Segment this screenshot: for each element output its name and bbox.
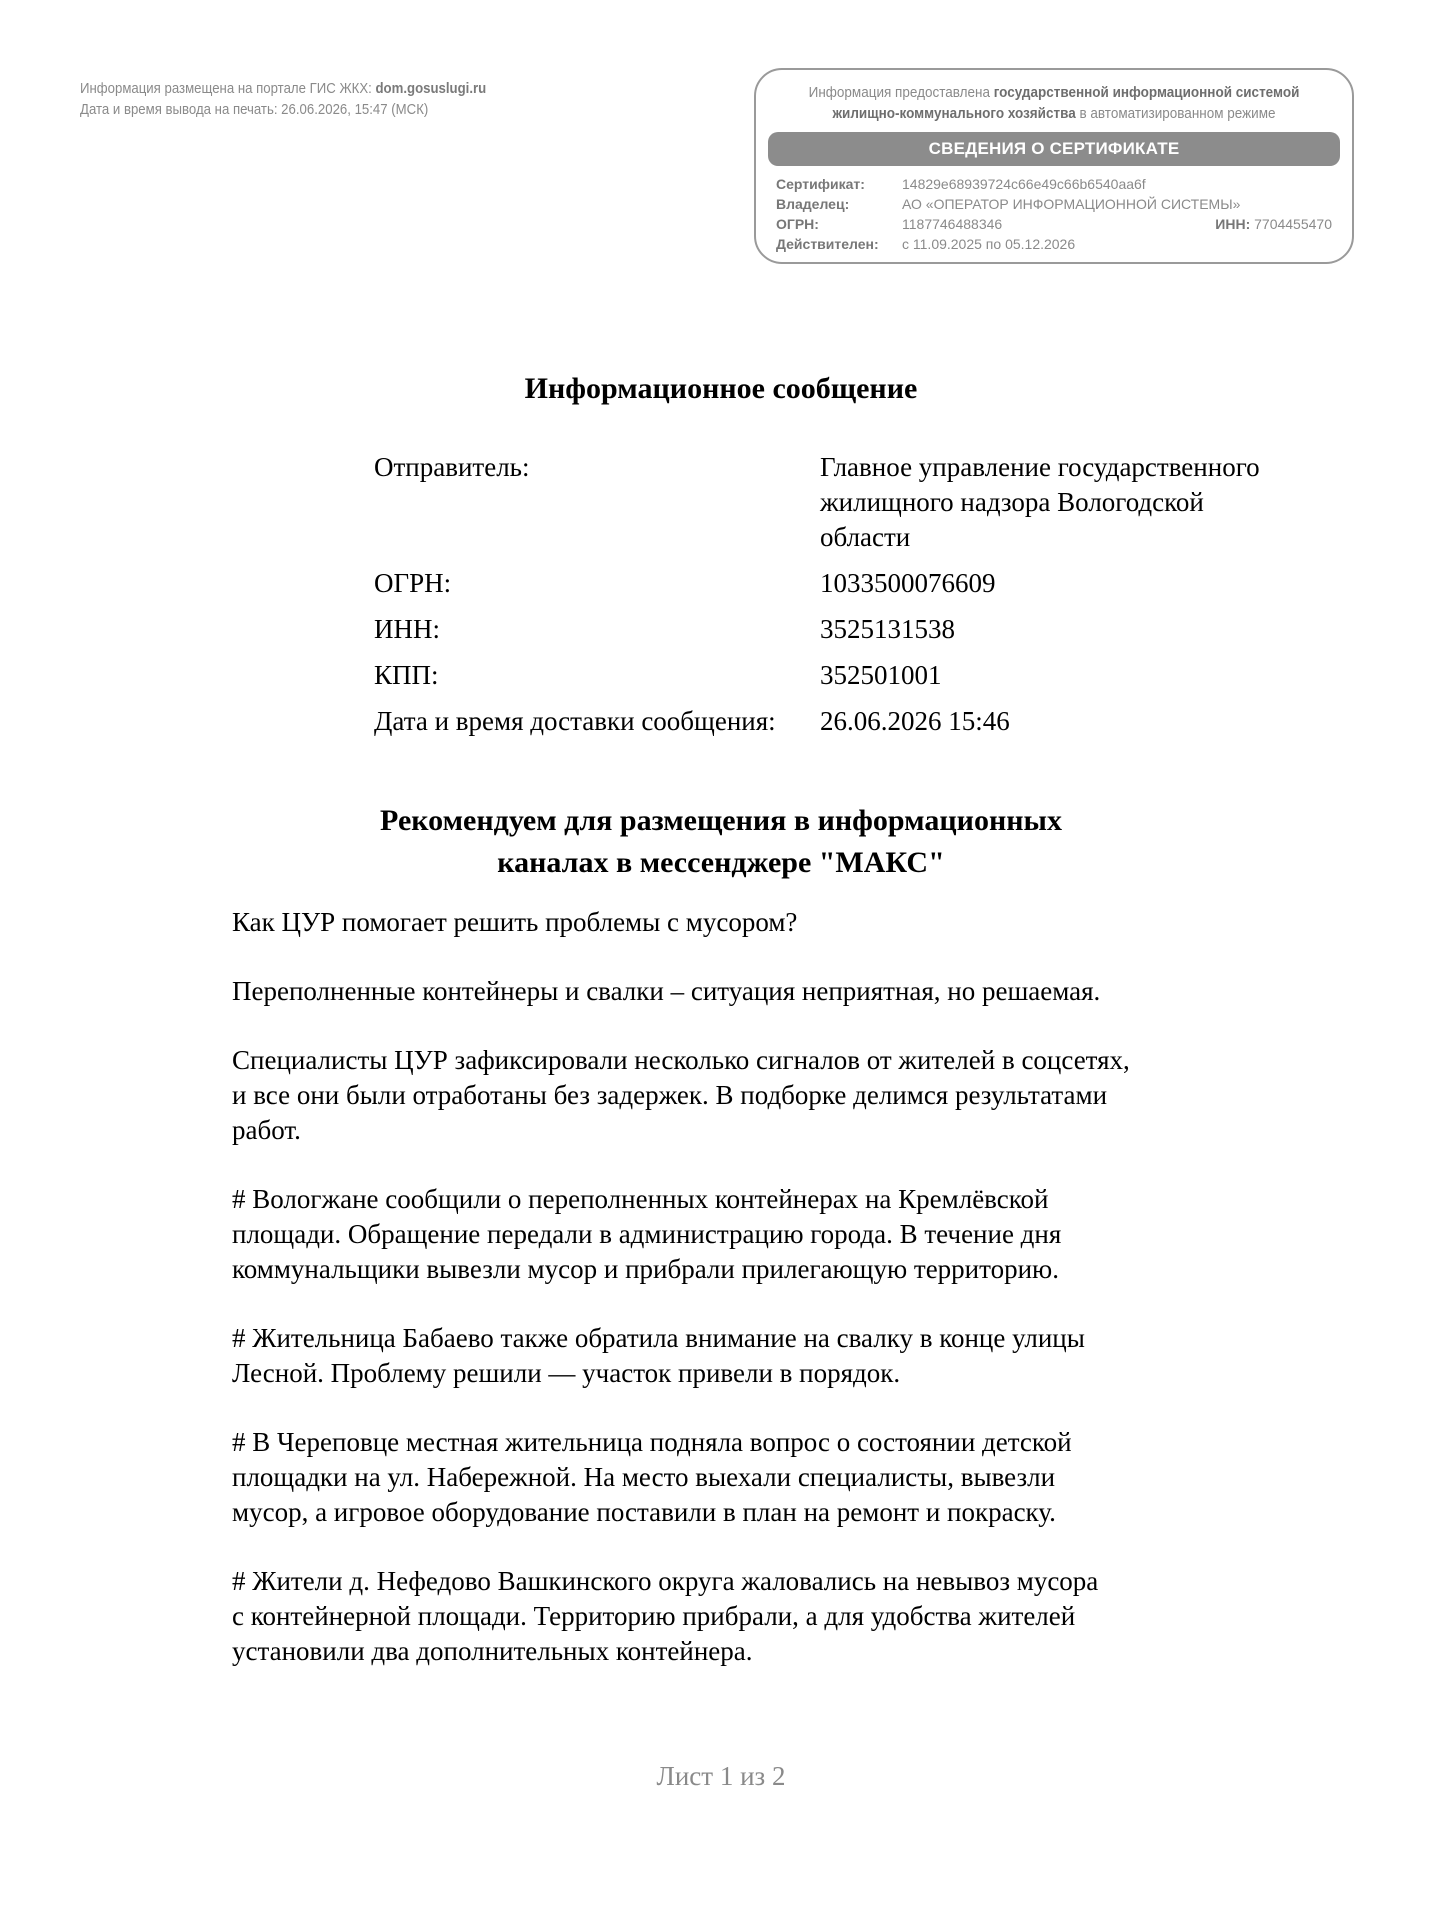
cert-info-bold-1: государственной информационной системой [993, 84, 1300, 101]
print-datetime: Дата и время вывода на печать: 26.06.2026, 15:47 (МСК) [80, 101, 429, 118]
paragraph: Как ЦУР помогает решить проблемы с мусором? [232, 907, 798, 937]
document-title: Информационное сообщение [524, 372, 918, 405]
detail-value: 3525131538 [820, 614, 955, 644]
cert-inn-label: ИНН: [1215, 216, 1251, 232]
recommendation-heading [0, 800, 1442, 884]
detail-label: ОГРН: [374, 568, 452, 598]
cert-label: Сертификат: [776, 176, 865, 192]
paragraph: Переполненные контейнеры и свалки – ситуация неприятная, но решаемая. [232, 976, 1101, 1006]
detail-label: КПП: [374, 660, 439, 690]
detail-row-ogrn [374, 566, 1314, 601]
detail-label: Дата и время доставки сообщения: [374, 706, 776, 736]
cert-inn-value: 7704455470 [1250, 216, 1332, 232]
certificate-stamp [754, 68, 1354, 264]
print-meta [80, 78, 486, 120]
portal-label: Информация размещена на портале ГИС ЖКХ: [80, 80, 376, 97]
detail-value: Главное управление государственного жилищного надзора Вологодской области [820, 452, 1260, 552]
sender-details [374, 450, 1314, 750]
paragraph: # Вологжане сообщили о переполненных контейнерах на Кремлёвской площади. Обращение передали в администрацию города. В течение дня коммунальщики вывезли мусор и прибрали прилегающую территорию. [232, 1184, 1062, 1284]
owner-value: АО «ОПЕРАТОР ИНФОРМАЦИОННОЙ СИСТЕМЫ» [902, 196, 1241, 212]
detail-row-delivery [374, 704, 1314, 739]
certificate-info [786, 82, 1322, 124]
subheading-line-1: Рекомендуем для размещения в информационных [380, 804, 1062, 837]
cert-info-bold-2: жилищно-коммунального хозяйства [832, 105, 1076, 122]
paragraph: # В Череповце местная жительница подняла вопрос о состоянии детской площадки на ул. Набережной. На место выехали специалисты, вывезли мусор, а игровое оборудование поставили в план на ремонт и покраску. [232, 1427, 1072, 1527]
cert-ogrn-value: 1187746488346 [902, 216, 1003, 232]
cert-ogrn-label: ОГРН: [776, 216, 819, 232]
portal-link[interactable]: dom.gosuslugi.ru [375, 80, 487, 97]
detail-row-kpp [374, 658, 1314, 693]
detail-row-inn [374, 612, 1314, 647]
detail-label: ИНН: [374, 614, 440, 644]
valid-label: Действителен: [776, 236, 879, 252]
valid-value: с 11.09.2025 по 05.12.2026 [902, 236, 1076, 252]
subheading-line-2: каналах в мессенджере "МАКС" [497, 846, 945, 879]
detail-value: 1033500076609 [820, 568, 996, 598]
portal-line [80, 78, 486, 99]
cert-value: 14829e68939724c66e49c66b6540aa6f [902, 176, 1146, 192]
detail-value: 26.06.2026 15:46 [820, 706, 1010, 736]
owner-label: Владелец: [776, 196, 850, 212]
certificate-banner: СВЕДЕНИЯ О СЕРТИФИКАТЕ [768, 132, 1340, 166]
detail-row-sender [374, 450, 1314, 555]
detail-label: Отправитель: [374, 452, 530, 482]
message-body [232, 905, 1242, 1703]
cert-inn [1215, 214, 1332, 234]
paragraph: Специалисты ЦУР зафиксировали несколько сигналов от жителей в соцсетях, и все они были отработаны без задержек. В подборке делимся результатами работ. [232, 1045, 1130, 1145]
paragraph: # Жительница Бабаево также обратила внимание на свалку в конце улицы Лесной. Проблему решили — участок привели в порядок. [232, 1323, 1085, 1388]
cert-info-prefix: Информация предоставлена [808, 84, 994, 101]
page-number: Лист 1 из 2 [656, 1761, 786, 1791]
cert-info-suffix: в автоматизированном режиме [1075, 105, 1276, 122]
paragraph: # Жители д. Нефедово Вашкинского округа жаловались на невывоз мусора с контейнерной площади. Территорию прибрали, а для удобства жителей установили два дополнительных контейнера. [232, 1566, 1099, 1666]
detail-value: 352501001 [820, 660, 942, 690]
